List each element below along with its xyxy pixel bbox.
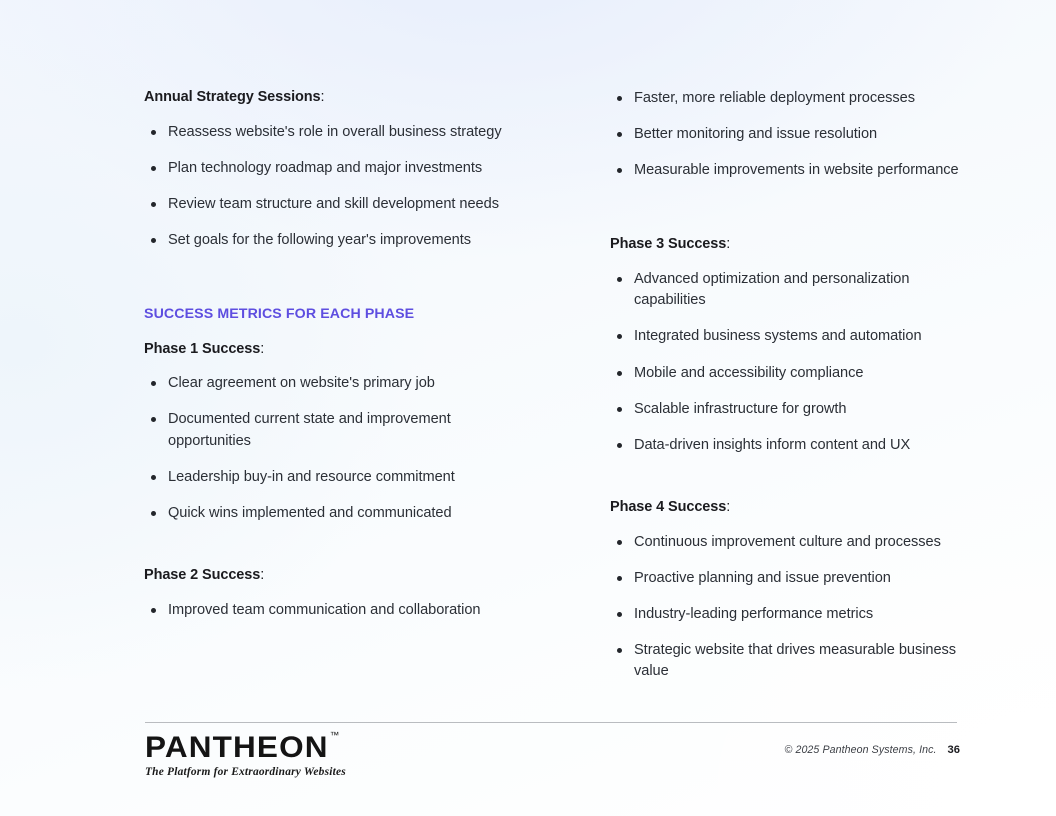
spacer xyxy=(610,456,960,498)
phase4-bullet-list xyxy=(610,532,960,683)
list-item xyxy=(610,435,960,456)
bullet-dot-icon xyxy=(617,407,622,412)
annual-strategy-heading xyxy=(144,88,504,108)
phase4-heading-colon: : xyxy=(726,498,731,515)
list-item-text: Data-driven insights inform content and UX xyxy=(634,436,911,453)
list-item-text: Faster, more reliable deployment processes xyxy=(634,90,915,106)
list-item xyxy=(610,269,960,311)
pantheon-logo xyxy=(145,730,445,778)
list-item-text: Reassess website's role in overall business strategy xyxy=(168,123,502,140)
spacer xyxy=(610,181,960,235)
list-item xyxy=(610,399,960,420)
list-item xyxy=(144,230,504,251)
bullet-dot-icon xyxy=(617,168,622,173)
bullet-dot-icon xyxy=(617,576,622,581)
list-item-text: Documented current state and improvement opportunities xyxy=(168,411,451,449)
phase4-heading-label: Phase 4 Success xyxy=(610,498,727,515)
copyright-text: © 2025 Pantheon Systems, Inc. xyxy=(784,744,937,756)
phase2-continued-bullet-list xyxy=(610,88,960,181)
list-item-text: Advanced optimization and personalization capabilities xyxy=(634,271,910,309)
slide-content xyxy=(144,88,960,682)
right-column xyxy=(552,88,960,682)
list-item-text: Review team structure and skill development needs xyxy=(168,195,499,212)
list-item xyxy=(610,88,960,109)
list-item-text: Industry-leading performance metrics xyxy=(634,605,874,622)
bullet-dot-icon xyxy=(617,540,622,545)
phase1-heading-label: Phase 1 Success xyxy=(144,340,261,357)
list-item xyxy=(144,194,504,215)
pantheon-wordmark-text: PANTHEON xyxy=(145,731,329,764)
bullet-dot-icon xyxy=(151,381,156,386)
left-column xyxy=(144,88,552,682)
bullet-dot-icon xyxy=(151,202,156,207)
list-item-text: Leadership buy-in and resource commitment xyxy=(168,468,455,485)
footer-meta xyxy=(785,744,961,756)
phase1-heading-colon: : xyxy=(260,340,265,357)
pantheon-tagline: The Platform for Extraordinary Websites xyxy=(145,766,346,778)
bullet-dot-icon xyxy=(617,648,622,653)
spacer xyxy=(144,251,504,305)
bullet-dot-icon xyxy=(151,130,156,135)
list-item xyxy=(610,326,960,347)
list-item xyxy=(610,124,960,145)
phase2-heading xyxy=(144,566,504,586)
phase4-heading xyxy=(610,498,960,518)
bullet-dot-icon xyxy=(617,277,622,282)
list-item xyxy=(610,532,960,553)
phase3-heading-colon: : xyxy=(726,236,731,253)
bullet-dot-icon xyxy=(151,511,156,516)
list-item-text: Quick wins implemented and communicated xyxy=(168,504,452,521)
list-item xyxy=(610,363,960,384)
bullet-dot-icon xyxy=(151,166,156,171)
bullet-dot-icon xyxy=(617,96,622,101)
list-item xyxy=(610,640,960,682)
list-item-text: Integrated business systems and automation xyxy=(634,328,922,345)
pantheon-wordmark xyxy=(145,730,340,764)
list-item xyxy=(144,158,504,179)
bullet-dot-icon xyxy=(617,371,622,376)
list-item-text: Plan technology roadmap and major investments xyxy=(168,159,483,176)
list-item-text: Mobile and accessibility compliance xyxy=(634,364,864,381)
spacer xyxy=(144,524,504,566)
bullet-dot-icon xyxy=(617,612,622,617)
bullet-dot-icon xyxy=(617,132,622,137)
list-item-text: Strategic website that drives measurable business value xyxy=(634,642,957,680)
list-item-text: Measurable improvements in website performance xyxy=(634,162,959,179)
page-number: 36 xyxy=(947,744,960,756)
list-item-text: Better monitoring and issue resolution xyxy=(634,126,878,143)
trademark-icon: ™ xyxy=(329,730,340,740)
bullet-dot-icon xyxy=(151,238,156,243)
annual-strategy-bullet-list xyxy=(144,122,504,252)
annual-strategy-heading-colon: : xyxy=(320,89,325,105)
list-item-text: Continuous improvement culture and processes xyxy=(634,533,941,550)
section-title-success-metrics: SUCCESS METRICS FOR EACH PHASE xyxy=(144,306,415,323)
list-item xyxy=(144,503,504,524)
phase3-heading-label: Phase 3 Success xyxy=(610,236,727,253)
list-item xyxy=(610,604,960,625)
annual-strategy-heading-label: Annual Strategy Sessions xyxy=(144,89,321,105)
bullet-dot-icon xyxy=(617,443,622,448)
list-item xyxy=(610,568,960,589)
list-item xyxy=(144,122,504,143)
phase3-bullet-list xyxy=(610,269,960,456)
list-item-text: Proactive planning and issue prevention xyxy=(634,569,891,586)
bullet-dot-icon xyxy=(617,334,622,339)
list-item xyxy=(144,467,504,488)
bullet-dot-icon xyxy=(151,608,156,613)
footer-divider xyxy=(145,722,957,723)
bullet-dot-icon xyxy=(151,417,156,422)
list-item xyxy=(144,600,504,621)
list-item-text: Clear agreement on website's primary job xyxy=(168,375,435,392)
phase2-bullet-list xyxy=(144,600,504,621)
list-item-text: Set goals for the following year's improvements xyxy=(168,232,471,249)
list-item-text: Improved team communication and collaboration xyxy=(168,601,481,618)
list-item xyxy=(610,160,960,181)
phase3-heading xyxy=(610,235,960,255)
list-item xyxy=(144,409,504,451)
phase2-heading-colon: : xyxy=(260,566,265,583)
list-item xyxy=(144,373,504,394)
phase2-heading-label: Phase 2 Success xyxy=(144,566,261,583)
list-item-text: Scalable infrastructure for growth xyxy=(634,400,847,417)
bullet-dot-icon xyxy=(151,475,156,480)
phase1-heading xyxy=(144,340,504,360)
phase1-bullet-list xyxy=(144,373,504,524)
